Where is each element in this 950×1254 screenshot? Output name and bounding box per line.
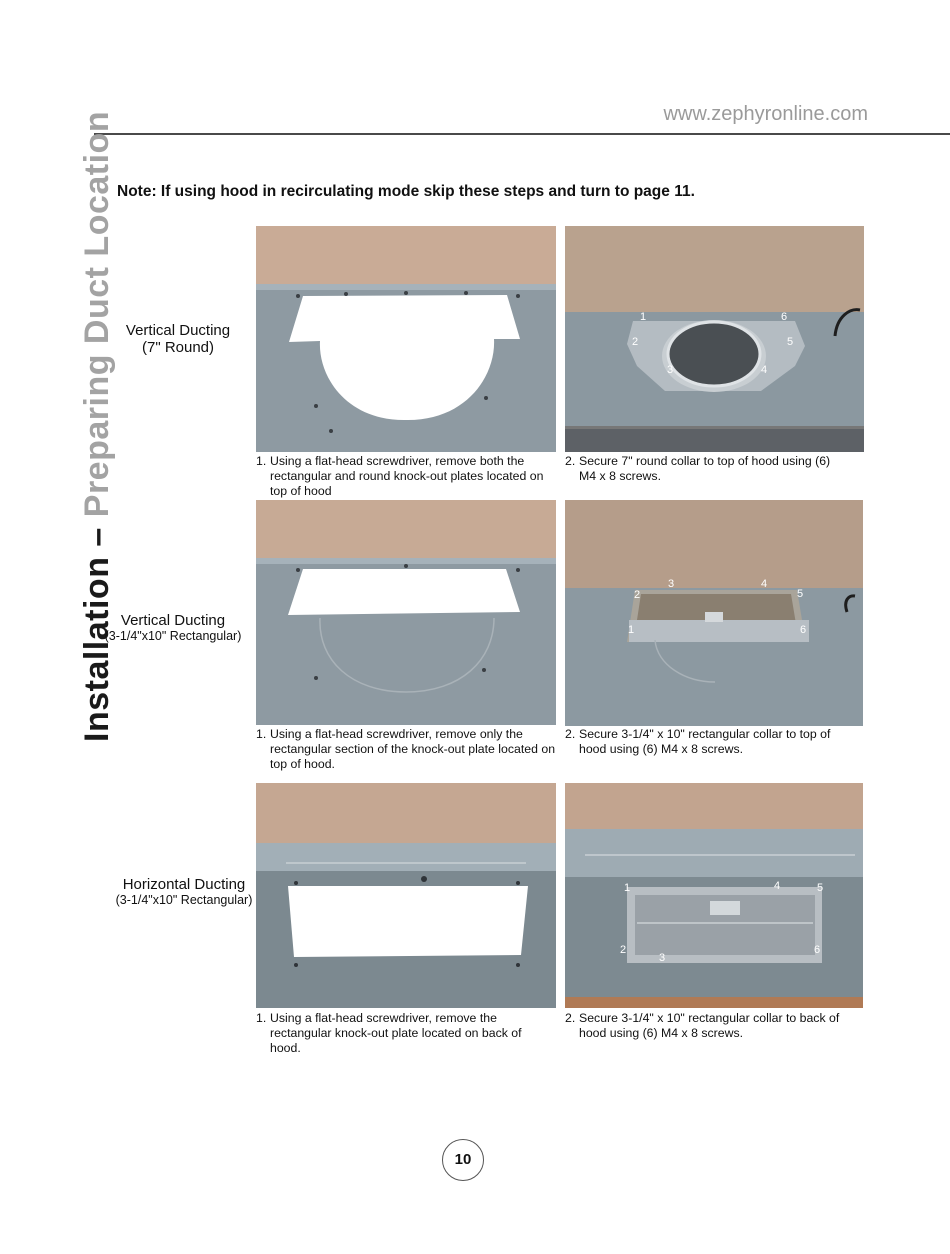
row-label-vertical-rect [98, 612, 248, 643]
screw-mark: 6 [781, 311, 788, 323]
photo-rect-collar-top-installed [565, 500, 863, 726]
step-number: 2. [565, 727, 576, 741]
photo-rect-collar-back-installed [565, 783, 863, 1008]
step-caption [565, 727, 850, 757]
section-title-vertical [78, 111, 117, 742]
screw-mark: 5 [797, 588, 804, 600]
step-text: Secure 7" round collar to top of hood using (6) M4 x 8 screws. [579, 454, 831, 483]
step-caption [565, 1011, 855, 1041]
photo-round-knockout-removed [256, 226, 556, 452]
screw-mark: 3 [667, 364, 674, 376]
photo-round-collar-installed [565, 226, 864, 452]
step-number: 1. [256, 454, 267, 468]
recirculating-note: Note: If using hood in recirculating mode skip these steps and turn to page 11. [117, 183, 695, 200]
screw-mark: 5 [787, 336, 794, 348]
step-number: 1. [256, 1011, 267, 1025]
screw-mark: 1 [640, 311, 647, 323]
screw-mark: 3 [659, 952, 666, 964]
step-text: Secure 3-1/4" x 10" rectangular collar to back of hood using (6) M4 x 8 screws. [579, 1011, 840, 1040]
step-text: Using a flat-head screwdriver, remove the rectangular knock-out plate located on back of hood. [270, 1011, 522, 1055]
row-label-main: Vertical Ducting [120, 612, 226, 629]
step-caption [256, 1011, 546, 1056]
step-text: Using a flat-head screwdriver, remove both the rectangular and round knock-out plates located on top of hood [270, 454, 544, 498]
row-label-vertical-round [103, 322, 253, 356]
photo-rect-knockout-removed [256, 500, 556, 725]
header-rule [94, 133, 950, 135]
step-number: 2. [565, 1011, 576, 1025]
step-caption [256, 454, 556, 499]
screw-mark: 4 [761, 364, 768, 376]
step-caption [565, 454, 850, 484]
row-label-sub: (3-1/4"x10" Rectangular) [115, 893, 253, 907]
screw-mark: 4 [761, 578, 768, 590]
step-number: 2. [565, 454, 576, 468]
section-title-main: Installation – [78, 517, 116, 742]
screw-mark: 2 [632, 336, 639, 348]
row-label-main: Vertical Ducting [125, 322, 231, 339]
screw-mark: 1 [628, 624, 635, 636]
photo-back-knockout-removed [256, 783, 556, 1008]
screw-mark: 4 [774, 880, 781, 892]
screw-mark: 2 [634, 589, 641, 601]
screw-mark: 5 [817, 882, 824, 894]
screw-mark: 2 [620, 944, 627, 956]
step-text: Using a flat-head screwdriver, remove only the rectangular section of the knock-out plate located on top of hood. [270, 727, 556, 771]
row-label-main: Horizontal Ducting [122, 876, 246, 893]
screw-mark: 6 [814, 944, 821, 956]
row-label-sub: (7" Round) [141, 339, 215, 356]
screw-mark: 3 [668, 578, 675, 590]
step-number: 1. [256, 727, 267, 741]
screw-mark: 6 [800, 624, 807, 636]
page-number: 10 [442, 1139, 484, 1181]
step-text: Secure 3-1/4" x 10" rectangular collar to top of hood using (6) M4 x 8 screws. [579, 727, 831, 756]
row-label-sub: (3-1/4"x10" Rectangular) [104, 629, 242, 643]
step-caption [256, 727, 556, 772]
website-url: www.zephyronline.com [663, 103, 868, 125]
screw-mark: 1 [624, 882, 631, 894]
section-title-sub: Preparing Duct Location [78, 110, 116, 518]
row-label-horizontal-rect [109, 876, 259, 907]
